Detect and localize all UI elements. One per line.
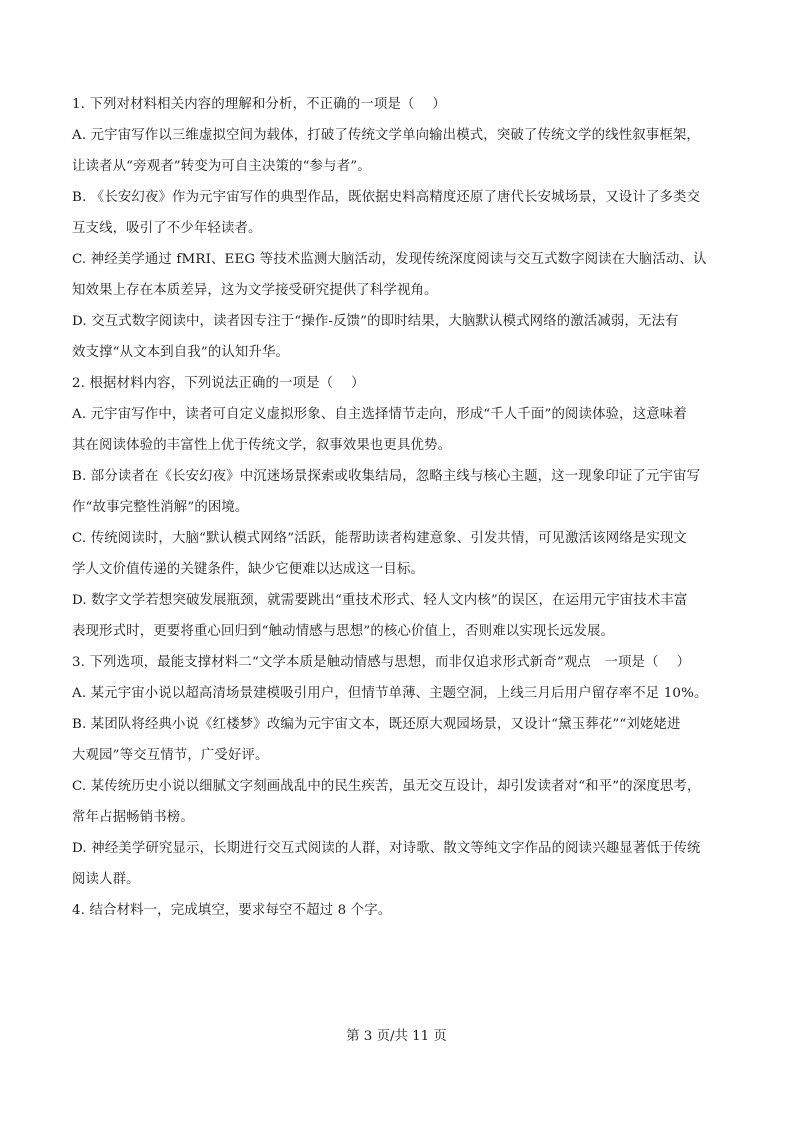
option-line: 大观园”等交互情节，广受好评。 bbox=[72, 748, 269, 763]
option-line: 知效果上存在本质差异，这为文学接受研究提供了科学视角。 bbox=[72, 283, 438, 298]
option-a bbox=[72, 683, 732, 705]
option-line: 效支撑“从文本到自我”的认知升华。 bbox=[72, 345, 290, 360]
question-4 bbox=[72, 900, 732, 922]
question-stem bbox=[72, 373, 732, 395]
stem-line: 2. 根据材料内容，下列说法正确的一项是（ ） bbox=[72, 376, 365, 391]
option-line: A. 元宇宙写作中，读者可自定义虚拟形象、自主选择情节走向，形成“千人千面”的阅读体验，这意味着 bbox=[72, 407, 687, 422]
option-line: C. 某传统历史小说以细腻文字刻画战乱中的民生疾苦，虽无交互设计，却引发读者对“和平”的深度思考， bbox=[72, 779, 701, 794]
option-line: D. 交互式数字阅读中，读者因专注于“操作-反馈”的即时结果，大脑默认模式网络的激活减弱，无法有 bbox=[72, 314, 679, 329]
option-d bbox=[72, 590, 732, 643]
option-line: A. 某元宇宙小说以超高清场景建模吸引用户，但情节单薄、主题空洞，上线三月后用户留存率不足 10%。 bbox=[72, 686, 708, 701]
option-c bbox=[72, 249, 732, 302]
document-body bbox=[72, 94, 732, 931]
option-d bbox=[72, 838, 732, 891]
option-a bbox=[72, 125, 732, 178]
option-c bbox=[72, 528, 732, 581]
question-stem bbox=[72, 94, 732, 116]
option-line: 阅读人群。 bbox=[72, 872, 140, 887]
option-line: 互支线，吸引了不少年轻读者。 bbox=[72, 221, 262, 236]
option-line: B. 部分读者在《长安幻夜》中沉迷场景探索或收集结局，忽略主线与核心主题，这一现象印证了元宇宙写 bbox=[72, 469, 701, 484]
option-b bbox=[72, 187, 732, 240]
question-1 bbox=[72, 94, 732, 364]
page-number-footer: 第 3 页/共 11 页 bbox=[346, 1029, 447, 1044]
option-line: 作“故事完整性消解”的困境。 bbox=[72, 500, 249, 515]
stem-line: 4. 结合材料一，完成填空，要求每空不超过 8 个字。 bbox=[72, 903, 392, 918]
option-line: A. 元宇宙写作以三维虚拟空间为载体，打破了传统文学单向输出模式，突破了传统文学的线性叙事框架， bbox=[72, 128, 700, 143]
option-b bbox=[72, 714, 732, 767]
option-d bbox=[72, 311, 732, 364]
stem-line: 3. 下列选项，最能支撑材料二“文学本质是触动情感与思想，而非仅追求形式新奇”观点 一项是（ ） bbox=[72, 655, 691, 670]
option-line: D. 数字文学若想突破发展瓶颈，就需要跳出“重技术形式、轻人文内核”的误区，在运用元宇宙技术丰富 bbox=[72, 593, 688, 608]
option-line: B. 某团队将经典小说《红楼梦》改编为元宇宙文本，既还原大观园场景，又设计“黛玉葬花”“刘姥姥进 bbox=[72, 717, 681, 732]
option-b bbox=[72, 466, 732, 519]
option-line: B. 《长安幻夜》作为元宇宙写作的典型作品，既依据史料高精度还原了唐代长安城场景，又设计了多类交 bbox=[72, 190, 701, 205]
option-line: 学人文价值传递的关键条件，缺少它便难以达成这一目标。 bbox=[72, 562, 425, 577]
option-line: 其在阅读体验的丰富性上优于传统文学，叙事效果也更具优势。 bbox=[72, 438, 452, 453]
option-a bbox=[72, 404, 732, 457]
option-line: C. 神经美学通过 fMRI、EEG 等技术监测大脑活动，发现传统深度阅读与交互式数字阅读在大脑活动、认 bbox=[72, 252, 707, 267]
question-stem bbox=[72, 652, 732, 674]
question-2 bbox=[72, 373, 732, 643]
option-line: 常年占据畅销书榜。 bbox=[72, 810, 194, 825]
question-3 bbox=[72, 652, 732, 891]
option-line: 让读者从“旁观者”转变为可自主决策的“参与者”。 bbox=[72, 159, 371, 174]
question-stem bbox=[72, 900, 732, 922]
option-line: D. 神经美学研究显示，长期进行交互式阅读的人群，对诗歌、散文等纯文字作品的阅读兴趣显著低于传统 bbox=[72, 841, 701, 856]
option-line: C. 传统阅读时，大脑“默认模式网络”活跃，能帮助读者构建意象、引发共情，可见激活该网络是实现文 bbox=[72, 531, 687, 546]
stem-line: 1. 下列对材料相关内容的理解和分析，不正确的一项是（ ） bbox=[72, 97, 446, 112]
option-line: 表现形式时，更要将重心回归到“触动情感与思想”的核心价值上，否则难以实现长远发展。 bbox=[72, 624, 615, 639]
option-c bbox=[72, 776, 732, 829]
